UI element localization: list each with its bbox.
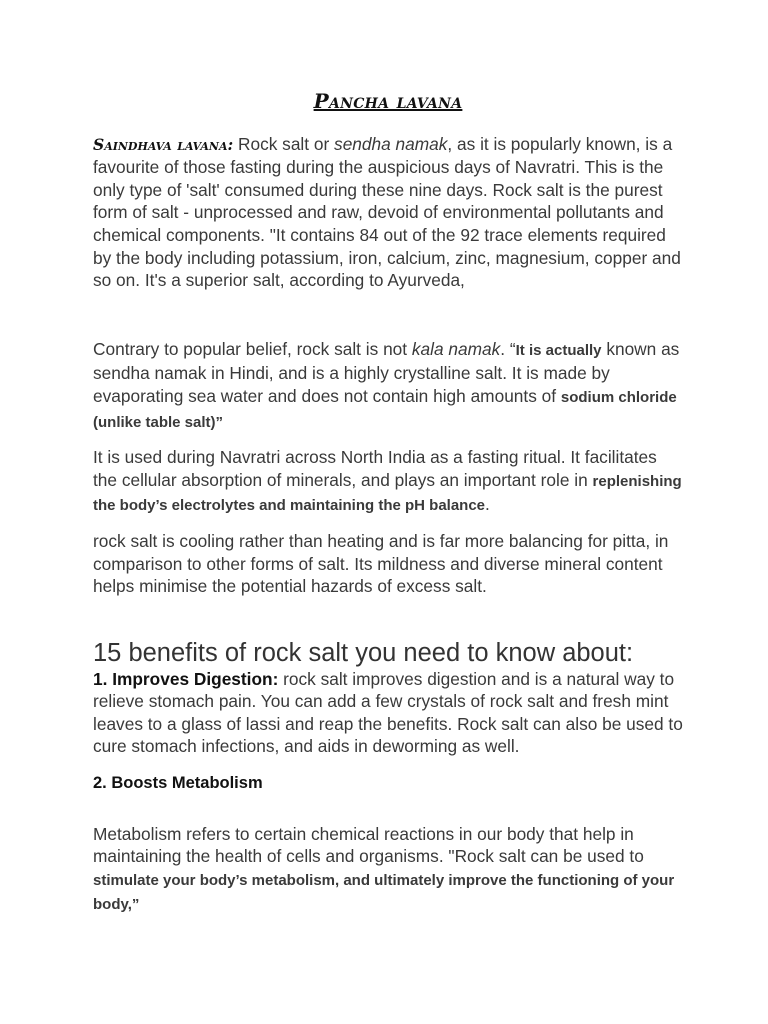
benefit-1-text: rock salt improves digestion and is a natural way to relieve stomach pain. You can add a few crystals of rock salt and fresh mint leaves to a glass of lassi and reap the benefits. Rock salt can also be used to cure stomach infections, and aids in deworming as well. [93,668,683,757]
para3-text-2: . [485,494,490,515]
intro-text-2: , as it is popularly known, is a favourite of those fasting during the auspicious days of Navratri. This is the only type of 'salt' consumed during these nine days. Rock salt is the purest form of salt - unprocessed and raw, devoid of environmental pollutants and chemical components. "It contains 84 out of the 92 trace elements required by the body including potassium, iron, calcium, zinc, magnesium, copper and so on. It's a superior salt, according to Ayurveda, [93,133,681,291]
para2-bold-2: sodium chloride (unlike table salt)” [93,388,677,431]
intro-text-1: Rock salt or [233,133,335,154]
benefit-2-paragraph [93,823,683,917]
intro-lead-term: Saindhava lavana: [93,134,234,154]
para3-text-1: It is used during Navratri across North India as a fasting ritual. It facilitates the cellular absorption of minerals, and plays an important role in [93,447,657,490]
intro-paragraph [93,133,683,292]
para2-text-3: known as sendha namak in Hindi, and is a highly crystalline salt. It is made by evaporating sea water and does not contain high amounts of [93,338,680,406]
para3-bold-1: replenishing the body’s electrolytes and maintaining the pH balance [93,472,682,515]
benefit-2-bold-1: stimulate your body’s metabolism, and ultimately improve the functioning of your body,” [93,871,675,914]
paragraph-navratri [93,446,683,518]
intro-emphasis: sendha namak [334,133,448,154]
para2-text-1: Contrary to popular belief, rock salt is not [93,338,412,359]
benefit-2-text-1: Metabolism refers to certain chemical reactions in our body that help in maintaining the health of cells and organisms. "Rock salt can be used to [93,823,644,867]
para2-emphasis: kala namak [411,338,501,359]
benefit-1-label: 1. Improves Digestion: [93,668,279,689]
benefits-heading: 15 benefits of rock salt you need to know about: [93,638,634,667]
page-title: Pancha lavana [313,89,463,113]
benefit-1-paragraph [93,668,683,758]
paragraph-kala-namak [93,338,683,434]
paragraph-pitta: rock salt is cooling rather than heating and is far more balancing for pitta, in comparison to other forms of salt. Its mildness and diverse mineral content helps minimise the potential hazards of excess salt. [93,530,669,597]
para2-bold-1: It is actually [515,341,602,359]
para2-text-2: . “ [500,338,516,359]
document-body [93,90,683,917]
benefit-2-heading: 2. Boosts Metabolism [93,774,263,793]
